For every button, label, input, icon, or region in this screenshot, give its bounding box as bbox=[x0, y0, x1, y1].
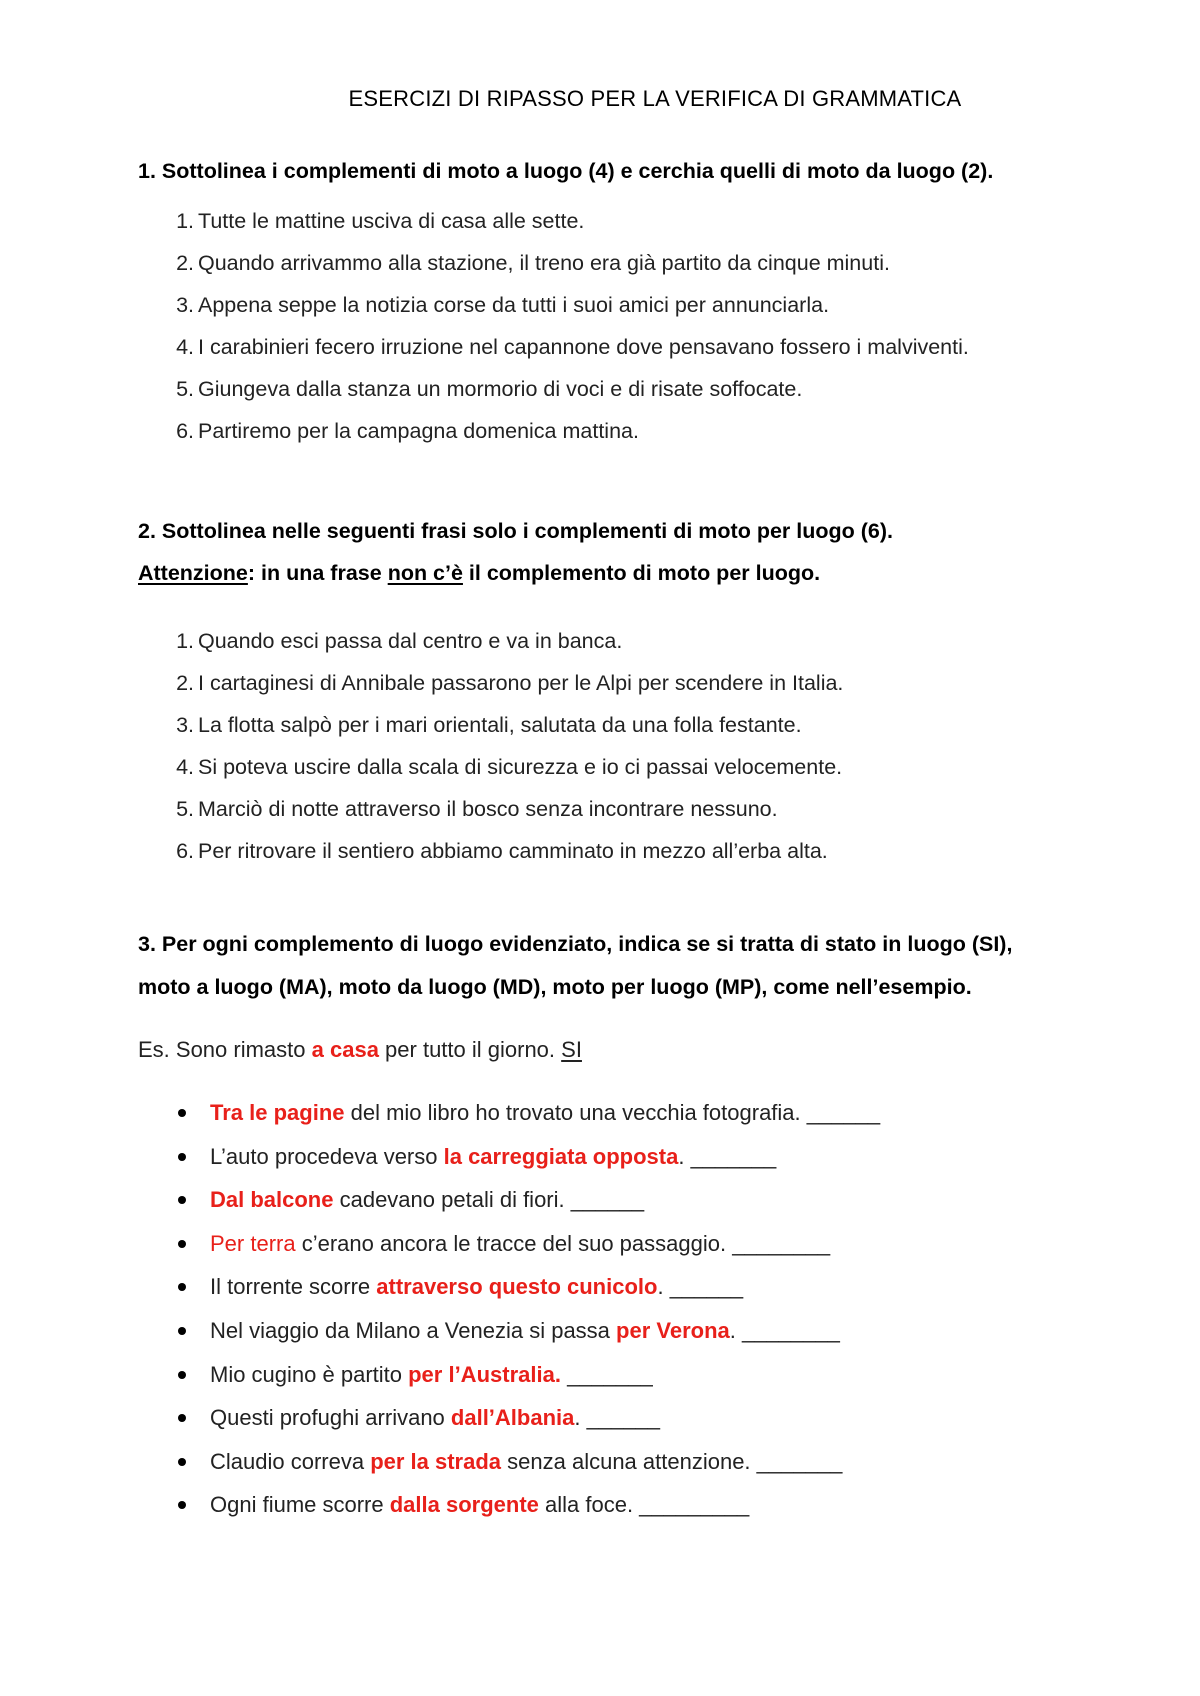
list-item bbox=[138, 1440, 880, 1484]
item-text: Si poteva uscire dalla scala di sicurezza e io ci passai velocemente. bbox=[198, 755, 843, 779]
list-item bbox=[138, 242, 969, 284]
list-item bbox=[138, 368, 969, 410]
list-item bbox=[138, 788, 843, 830]
item-text: I carabinieri fecero irruzione nel capannone dove pensavano fossero i malviventi. bbox=[198, 335, 969, 359]
item-pre: Claudio correva bbox=[210, 1448, 371, 1474]
item-number: 4. bbox=[176, 335, 194, 359]
exercise-3-heading-line1: 3. Per ogni complemento di luogo evidenziato, indica se si tratta di stato in luogo (SI), bbox=[138, 932, 1013, 956]
list-item bbox=[138, 1353, 880, 1397]
item-pre: Questi profughi arrivano bbox=[210, 1405, 451, 1431]
item-post: cadevano petali di fiori. ______ bbox=[333, 1187, 645, 1213]
item-text: Per ritrovare il sentiero abbiamo camminato in mezzo all’erba alta. bbox=[198, 839, 828, 863]
item-text: Quando arrivammo alla stazione, il treno era già partito da cinque minuti. bbox=[198, 251, 890, 275]
item-post: . ________ bbox=[729, 1317, 840, 1343]
item-post: . _______ bbox=[678, 1143, 777, 1169]
item-number: 5. bbox=[176, 797, 194, 821]
list-item bbox=[138, 200, 969, 242]
list-item bbox=[138, 830, 843, 872]
item-highlight: attraverso questo cunicolo bbox=[376, 1274, 658, 1300]
item-post: alla foce. _________ bbox=[538, 1492, 750, 1518]
item-number: 4. bbox=[176, 755, 194, 779]
item-highlight: per Verona bbox=[616, 1317, 730, 1343]
item-highlight: per la strada bbox=[370, 1448, 502, 1474]
bullet-icon bbox=[178, 1414, 186, 1422]
item-highlight: Dal balcone bbox=[210, 1187, 334, 1213]
note-text-b: il complemento di moto per luogo. bbox=[462, 561, 821, 585]
list-item bbox=[138, 746, 843, 788]
exercise-2-heading: 2. Sottolinea nelle seguenti frasi solo i complementi di moto per luogo (6). bbox=[138, 519, 893, 543]
list-item bbox=[138, 620, 843, 662]
item-highlight: dall’Albania bbox=[450, 1405, 575, 1431]
item-pre: Mio cugino è partito bbox=[210, 1361, 409, 1387]
bullet-icon bbox=[178, 1196, 186, 1204]
item-post: del mio libro ho trovato una vecchia fotografia. ______ bbox=[344, 1100, 881, 1125]
item-post: _______ bbox=[560, 1361, 653, 1387]
exercise-2-note bbox=[138, 561, 820, 586]
list-item bbox=[138, 284, 969, 326]
item-text: La flotta salpò per i mari orientali, salutata da una folla festante. bbox=[198, 713, 802, 737]
list-item bbox=[138, 1178, 880, 1222]
item-number: 3. bbox=[176, 293, 194, 317]
item-number: 5. bbox=[176, 377, 194, 401]
item-number: 3. bbox=[176, 713, 194, 737]
note-text-a: : in una frase bbox=[247, 561, 388, 585]
item-number: 6. bbox=[176, 419, 194, 443]
item-pre: Nel viaggio da Milano a Venezia si passa bbox=[210, 1317, 617, 1343]
item-post: . ______ bbox=[657, 1274, 744, 1300]
item-number: 2. bbox=[176, 671, 194, 695]
item-highlight: per l’Australia. bbox=[408, 1361, 561, 1387]
page-title: ESERCIZI DI RIPASSO PER LA VERIFICA DI GRAMMATICA bbox=[348, 86, 962, 111]
item-highlight: Tra le pagine bbox=[210, 1100, 345, 1125]
example-highlight: a casa bbox=[311, 1037, 379, 1062]
list-item bbox=[138, 1309, 880, 1353]
list-item bbox=[138, 704, 843, 746]
item-pre: Il torrente scorre bbox=[210, 1274, 377, 1300]
list-item bbox=[138, 1265, 880, 1309]
note-underlined: non c’è bbox=[387, 561, 463, 585]
list-item bbox=[138, 326, 969, 368]
item-text: Giungeva dalla stanza un mormorio di voci e di risate soffocate. bbox=[198, 377, 803, 401]
list-item bbox=[138, 1483, 880, 1527]
bullet-icon bbox=[178, 1501, 186, 1509]
item-text: Appena seppe la notizia corse da tutti i suoi amici per annunciarla. bbox=[198, 293, 830, 317]
item-highlight: dalla sorgente bbox=[389, 1492, 539, 1518]
example-pre: Es. Sono rimasto bbox=[138, 1037, 312, 1062]
exercise-3-list bbox=[138, 1091, 880, 1527]
list-item bbox=[138, 410, 969, 452]
bullet-icon bbox=[178, 1283, 186, 1291]
item-post: senza alcuna attenzione. _______ bbox=[501, 1448, 843, 1474]
item-pre: Ogni fiume scorre bbox=[210, 1492, 390, 1518]
bullet-icon bbox=[178, 1109, 186, 1117]
item-number: 2. bbox=[176, 251, 194, 275]
exercise-2-list bbox=[138, 620, 843, 872]
list-item bbox=[138, 1135, 880, 1179]
bullet-icon bbox=[178, 1458, 186, 1466]
item-highlight: Per terra bbox=[210, 1230, 296, 1256]
note-attention-word: Attenzione bbox=[138, 561, 248, 585]
exercise-3-heading-line2: moto a luogo (MA), moto da luogo (MD), moto per luogo (MP), come nell’esempio. bbox=[138, 975, 972, 999]
list-item bbox=[138, 1222, 880, 1266]
example-answer: SI bbox=[561, 1037, 582, 1062]
item-number: 1. bbox=[176, 629, 194, 653]
item-pre: L’auto procedeva verso bbox=[210, 1143, 444, 1169]
list-item bbox=[138, 1396, 880, 1440]
item-text: I cartaginesi di Annibale passarono per le Alpi per scendere in Italia. bbox=[198, 671, 844, 695]
bullet-icon bbox=[178, 1240, 186, 1248]
list-item bbox=[138, 1091, 880, 1135]
item-post: . ______ bbox=[574, 1405, 661, 1431]
example-post: per tutto il giorno. bbox=[378, 1037, 562, 1062]
bullet-icon bbox=[178, 1327, 186, 1335]
list-item bbox=[138, 662, 843, 704]
bullet-icon bbox=[178, 1153, 186, 1161]
item-text: Tutte le mattine usciva di casa alle sette. bbox=[198, 209, 585, 233]
item-number: 6. bbox=[176, 839, 194, 863]
item-number: 1. bbox=[176, 209, 194, 233]
example-sentence bbox=[138, 1037, 582, 1063]
exercise-1-heading: 1. Sottolinea i complementi di moto a luogo (4) e cerchia quelli di moto da luogo (2). bbox=[138, 159, 994, 183]
bullet-icon bbox=[178, 1371, 186, 1379]
item-highlight: la carreggiata opposta bbox=[443, 1143, 679, 1169]
item-text: Partiremo per la campagna domenica mattina. bbox=[198, 419, 639, 443]
exercise-1-list bbox=[138, 200, 969, 452]
item-post: c’erano ancora le tracce del suo passaggio. ________ bbox=[295, 1230, 831, 1256]
item-text: Quando esci passa dal centro e va in banca. bbox=[198, 629, 623, 653]
item-text: Marciò di notte attraverso il bosco senza incontrare nessuno. bbox=[198, 797, 778, 821]
